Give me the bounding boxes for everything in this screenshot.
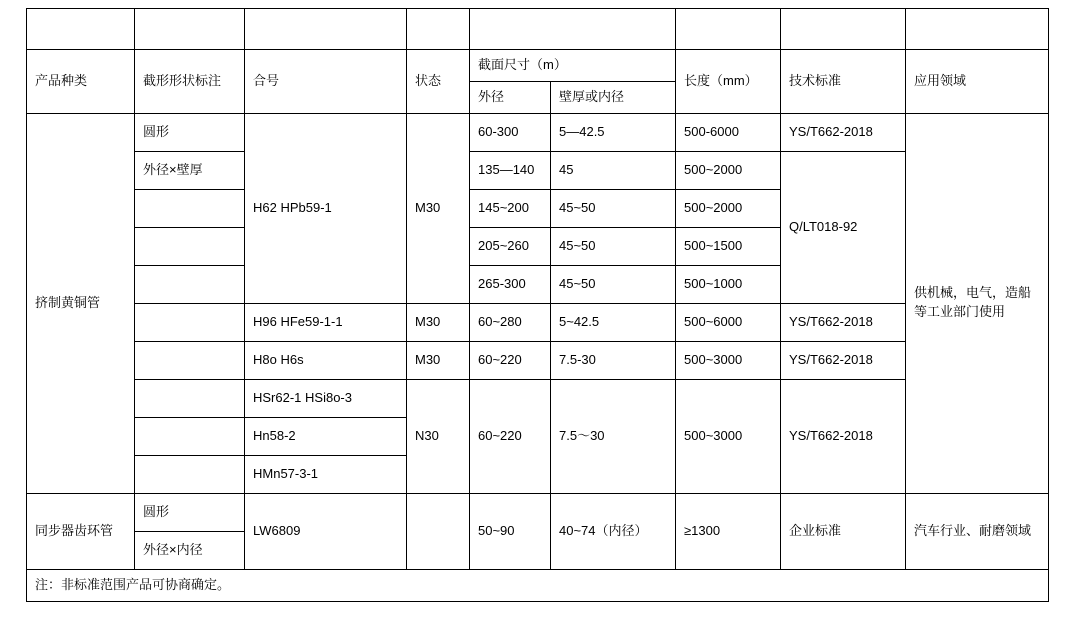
table-row	[27, 151, 1049, 189]
cell-wall-or-inner: 40~74（内径）	[551, 493, 676, 569]
cell-section-shape-round: 圆形	[135, 493, 245, 531]
cell-section-shape-od-wall: 外径×壁厚	[135, 151, 245, 189]
header-section-shape: 截形形状标注	[135, 50, 245, 114]
table-row	[27, 493, 1049, 531]
cell-length: 500~3000	[676, 341, 781, 379]
table-row	[27, 303, 1049, 341]
table-row	[27, 379, 1049, 417]
blank-cell	[135, 341, 245, 379]
cell-product-type-brass-tube: 挤制黄铜管	[27, 113, 135, 493]
cell-outer-diameter: 60~280	[470, 303, 551, 341]
cell-section-shape-round: 圆形	[135, 113, 245, 151]
blank-cell	[906, 9, 1049, 50]
cell-tech-standard: YS/T662-2018	[781, 303, 906, 341]
blank-cell	[135, 227, 245, 265]
header-state: 状态	[407, 50, 470, 114]
cell-length: 500~2000	[676, 189, 781, 227]
cell-outer-diameter: 205~260	[470, 227, 551, 265]
header-outer-diameter: 外径	[470, 81, 551, 113]
table-note-row	[27, 569, 1049, 601]
cell-outer-diameter: 135—140	[470, 151, 551, 189]
header-application: 应用领域	[906, 50, 1049, 114]
cell-section-shape-od-id: 外径×内径	[135, 531, 245, 569]
cell-wall-or-inner: 7.5-30	[551, 341, 676, 379]
blank-cell	[245, 9, 407, 50]
cell-alloy-h96: H96 HFe59-1-1	[245, 303, 407, 341]
blank-cell	[135, 189, 245, 227]
blank-cell	[135, 455, 245, 493]
cell-state-m30: M30	[407, 113, 470, 303]
blank-cell	[135, 417, 245, 455]
table-note: 注：非标准范围产品可协商确定。	[27, 569, 1049, 601]
cell-wall-or-inner: 7.5～30	[551, 379, 676, 493]
spec-table-container	[26, 8, 1048, 602]
cell-tech-standard: 企业标准	[781, 493, 906, 569]
blank-cell	[135, 9, 245, 50]
cell-length: 500~1000	[676, 265, 781, 303]
blank-cell	[407, 493, 470, 569]
blank-cell	[135, 379, 245, 417]
blank-cell	[676, 9, 781, 50]
cell-product-type-synchro-ring-tube: 同步器齿环管	[27, 493, 135, 569]
cell-outer-diameter: 60-300	[470, 113, 551, 151]
cell-length: 500~1500	[676, 227, 781, 265]
cell-length: 500~6000	[676, 303, 781, 341]
cell-alloy-h62: H62 HPb59-1	[245, 113, 407, 303]
header-section-size: 截面尺寸（m）	[470, 50, 676, 82]
header-product-type: 产品种类	[27, 50, 135, 114]
cell-application-auto: 汽车行业、耐磨领域	[906, 493, 1049, 569]
blank-cell	[407, 9, 470, 50]
cell-alloy-hn58: Hn58-2	[245, 417, 407, 455]
cell-state-n30: N30	[407, 379, 470, 493]
cell-wall-or-inner: 45~50	[551, 189, 676, 227]
cell-alloy-hmn57: HMn57-3-1	[245, 455, 407, 493]
cell-outer-diameter: 145~200	[470, 189, 551, 227]
cell-outer-diameter: 50~90	[470, 493, 551, 569]
cell-state: M30	[407, 303, 470, 341]
header-wall-or-inner: 壁厚或内径	[551, 81, 676, 113]
cell-length: 500~3000	[676, 379, 781, 493]
table-top-blank-row	[27, 9, 1049, 50]
header-tech-standard: 技术标准	[781, 50, 906, 114]
cell-tech-standard: YS/T662-2018	[781, 113, 906, 151]
blank-cell	[135, 265, 245, 303]
cell-length: 500~2000	[676, 151, 781, 189]
cell-outer-diameter: 265-300	[470, 265, 551, 303]
cell-alloy-h80: H8o H6s	[245, 341, 407, 379]
blank-cell	[27, 9, 135, 50]
cell-state: M30	[407, 341, 470, 379]
cell-outer-diameter: 60~220	[470, 341, 551, 379]
blank-cell	[781, 9, 906, 50]
cell-alloy-lw6809: LW6809	[245, 493, 407, 569]
cell-wall-or-inner: 45~50	[551, 265, 676, 303]
header-alloy-code: 合号	[245, 50, 407, 114]
cell-wall-or-inner: 5—42.5	[551, 113, 676, 151]
blank-cell	[470, 9, 676, 50]
table-row	[27, 113, 1049, 151]
cell-outer-diameter: 60~220	[470, 379, 551, 493]
cell-length: 500-6000	[676, 113, 781, 151]
cell-length: ≥1300	[676, 493, 781, 569]
cell-wall-or-inner: 45	[551, 151, 676, 189]
table-header-row-1	[27, 50, 1049, 82]
cell-alloy-hsr62: HSr62-1 HSi8o-3	[245, 379, 407, 417]
cell-tech-standard-qlt018: Q/LT018-92	[781, 151, 906, 303]
header-length: 长度（mm）	[676, 50, 781, 114]
cell-tech-standard: YS/T662-2018	[781, 379, 906, 493]
cell-application-industrial: 供机械，电气，造船等工业部门使用	[906, 113, 1049, 493]
cell-tech-standard: YS/T662-2018	[781, 341, 906, 379]
product-spec-table	[26, 8, 1049, 602]
blank-cell	[135, 303, 245, 341]
cell-wall-or-inner: 45~50	[551, 227, 676, 265]
table-row	[27, 341, 1049, 379]
cell-wall-or-inner: 5~42.5	[551, 303, 676, 341]
